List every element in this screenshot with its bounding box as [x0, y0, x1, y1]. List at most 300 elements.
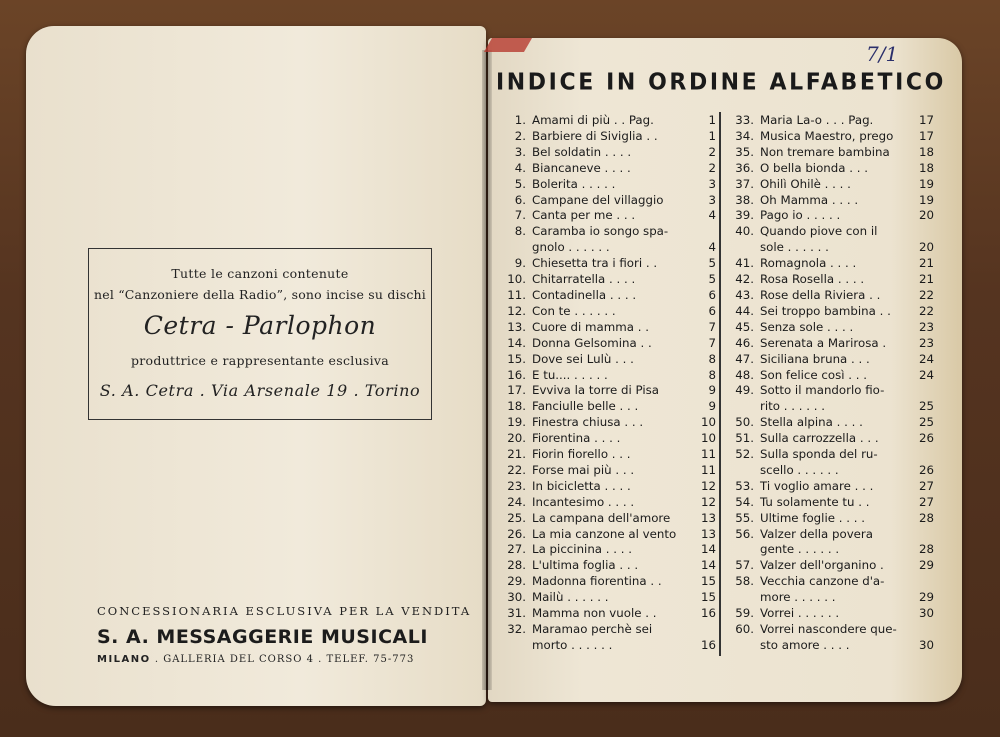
index-entry: [498, 288, 716, 304]
index-entry-title: morto . . . . . .: [532, 637, 613, 652]
index-entry-line: [726, 193, 934, 209]
index-entry: [498, 177, 716, 193]
index-entry-number: 49.: [735, 383, 754, 398]
index-entry: [498, 224, 716, 256]
index-entry-title: Sulla carrozzella . . .: [760, 431, 879, 446]
index-entry-title: Serenata a Marirosa .: [760, 335, 887, 350]
index-entry-line: [726, 447, 934, 463]
index-entry-number: 44.: [735, 303, 754, 318]
index-entry-number: 19.: [507, 415, 526, 430]
index-entry-title: gnolo . . . . . .: [532, 240, 610, 255]
index-entry-title: Maria La-o . . . Pag.: [760, 113, 874, 127]
index-entry-title: Finestra chiusa . . .: [532, 415, 644, 430]
index-entry-page: 18: [918, 144, 934, 159]
index-entry-title: Evviva la torre di Pisa: [532, 383, 660, 398]
index-entry-page: 27: [918, 494, 934, 509]
index-entry: [726, 145, 934, 161]
index-entry: [498, 622, 716, 654]
index-entry-number: 41.: [735, 256, 754, 271]
index-entry: [498, 495, 716, 511]
index-entry-line: [726, 590, 934, 606]
index-entry: [726, 606, 934, 622]
index-entry-title: Maramao perchè sei: [532, 622, 653, 636]
index-entry: [498, 304, 716, 320]
index-entry-title: E tu.... . . . . .: [532, 367, 608, 382]
index-entry: [498, 208, 716, 224]
index-entry-line: [498, 304, 716, 320]
index-entry-number: 53.: [735, 478, 754, 493]
index-entry: [498, 399, 716, 415]
index-entry-number: 55.: [735, 510, 754, 525]
index-entry-number: 56.: [735, 526, 754, 541]
index-entry-title: Quando piove con il: [760, 224, 878, 239]
index-entry-number: 8.: [514, 224, 526, 239]
index-entry-line: [726, 352, 934, 368]
distributor-address: [97, 654, 414, 665]
index-entry: [498, 511, 716, 527]
index-entry: [726, 193, 934, 209]
index-entry-title: Incantesimo . . . .: [532, 494, 635, 509]
index-entry-title: Donna Gelsomina . .: [532, 335, 652, 350]
index-entry-title: Sei troppo bambina . .: [760, 303, 891, 318]
index-entry-line: [498, 431, 716, 447]
index-entry-line: [498, 129, 716, 145]
index-entry-line: [726, 368, 934, 384]
index-entry-line: [498, 208, 716, 224]
index-entry: [726, 320, 934, 336]
index-column-left: [498, 113, 716, 654]
index-entry-page: 1: [708, 128, 716, 143]
index-entry-page: 14: [700, 542, 716, 557]
distributor-name: S. A. MESSAGGERIE MUSICALI: [97, 626, 428, 648]
index-entry-number: 37.: [735, 176, 754, 191]
index-entry-page: 25: [918, 399, 934, 414]
index-entry-page: 30: [918, 637, 934, 652]
index-entry-line: [726, 558, 934, 574]
index-entry-title: Rosa Rosella . . . .: [760, 272, 865, 287]
index-entry: [726, 511, 934, 527]
index-entry-page: 12: [700, 478, 716, 493]
index-entry: [726, 383, 934, 415]
index-entry-page: 11: [700, 462, 716, 477]
index-entry-page: 25: [918, 415, 934, 430]
index-entry-line: [726, 240, 934, 256]
index-entry: [726, 336, 934, 352]
index-entry-title: more . . . . . .: [760, 590, 836, 605]
index-entry-page: 3: [708, 192, 716, 207]
index-entry-line: [498, 542, 716, 558]
index-entry-number: 27.: [507, 542, 526, 557]
index-entry: [726, 129, 934, 145]
index-entry-title: Non tremare bambina: [760, 144, 890, 159]
index-entry-number: 23.: [507, 478, 526, 493]
index-entry-title: sto amore . . . .: [760, 637, 850, 652]
ad-brand: Cetra - Parlophon: [143, 311, 377, 340]
index-entry-line: [726, 542, 934, 558]
index-entry-title: Dove sei Lulù . . .: [532, 351, 634, 366]
index-entry-line: [498, 145, 716, 161]
index-entry-title: Campane del villaggio: [532, 192, 664, 207]
index-entry-number: 34.: [735, 128, 754, 143]
index-entry-title: rito . . . . . .: [760, 399, 825, 414]
index-entry: [726, 558, 934, 574]
index-entry-title: Contadinella . . . .: [532, 287, 637, 302]
index-entry-title: Stella alpina . . . .: [760, 415, 863, 430]
index-entry: [726, 208, 934, 224]
index-entry-title: Ohilì Ohilè . . . .: [760, 176, 851, 191]
index-entry-line: [726, 574, 934, 590]
index-entry: [498, 368, 716, 384]
index-entry-number: 22.: [507, 462, 526, 477]
index-entry: [726, 177, 934, 193]
index-entry-line: [726, 606, 934, 622]
index-entry: [498, 145, 716, 161]
index-entry-page: 23: [918, 335, 934, 350]
index-entry-number: 4.: [514, 160, 526, 175]
index-entry-title: Ti voglio amare . . .: [760, 478, 874, 493]
index-entry-number: 42.: [735, 272, 754, 287]
index-entry-title: Chitarratella . . . .: [532, 272, 636, 287]
index-entry-number: 57.: [735, 558, 754, 573]
index-entry-page: 15: [700, 574, 716, 589]
index-entry-title: Mailù . . . . . .: [532, 590, 609, 605]
index-entry-title: Forse mai più . . .: [532, 462, 635, 477]
index-entry: [498, 479, 716, 495]
index-entry-page: 20: [918, 240, 934, 255]
index-entry: [498, 463, 716, 479]
index-entry: [726, 527, 934, 559]
index-entry-title: Son felice così . . .: [760, 367, 868, 382]
ad-address: S. A. Cetra . Via Arsenale 19 . Torino: [99, 381, 421, 400]
index-entry-line: [498, 606, 716, 622]
index-entry-page: 24: [918, 367, 934, 382]
index-entry-number: 30.: [507, 590, 526, 605]
index-entry-page: 7: [708, 319, 716, 334]
index-entry-number: 2.: [514, 128, 526, 143]
index-entry-title: Rose della Riviera . .: [760, 287, 881, 302]
index-entry-page: 10: [700, 431, 716, 446]
index-entry-line: [498, 558, 716, 574]
column-divider: [719, 112, 721, 656]
index-entry-page: 27: [918, 478, 934, 493]
index-entry-title: Chiesetta tra i fiori . .: [532, 256, 658, 271]
index-entry-line: [498, 177, 716, 193]
index-entry-page: 8: [708, 367, 716, 382]
index-entry-title: sole . . . . . .: [760, 240, 829, 255]
index-entry-number: 20.: [507, 431, 526, 446]
index-entry-page: 29: [918, 558, 934, 573]
index-entry-page: 9: [708, 399, 716, 414]
index-entry-line: [726, 463, 934, 479]
index-entry-line: [726, 383, 934, 399]
index-entry-title: Mamma non vuole . .: [532, 606, 657, 621]
index-entry-title: La campana dell'amore: [532, 510, 671, 525]
index-entry-number: 29.: [507, 574, 526, 589]
index-entry-page: 13: [700, 526, 716, 541]
index-entry-line: [498, 352, 716, 368]
index-entry-number: 33.: [735, 113, 754, 127]
index-entry-title: Vorrei nascondere que-: [760, 622, 897, 636]
index-entry-number: 14.: [507, 335, 526, 350]
index-entry-page: 11: [700, 447, 716, 462]
index-entry-line: [498, 224, 716, 240]
distributor-heading: CONCESSIONARIA ESCLUSIVA PER LA VENDITA: [97, 604, 472, 618]
index-entry: [726, 574, 934, 606]
index-entry: [726, 415, 934, 431]
index-entry-page: 3: [708, 176, 716, 191]
index-entry-line: [498, 161, 716, 177]
index-entry-title: Vorrei . . . . . .: [760, 606, 840, 621]
index-entry: [726, 256, 934, 272]
index-entry: [726, 495, 934, 511]
index-entry-title: Siciliana bruna . . .: [760, 351, 870, 366]
index-entry-line: [498, 479, 716, 495]
index-entry-title: Senza sole . . . .: [760, 319, 854, 334]
index-entry-page: 28: [918, 510, 934, 525]
index-entry-page: 28: [918, 542, 934, 557]
index-entry-line: [498, 383, 716, 399]
index-entry-page: 30: [918, 606, 934, 621]
index-entry-page: 26: [918, 431, 934, 446]
index-entry: [726, 224, 934, 256]
index-entry-number: 7.: [514, 208, 526, 223]
index-entry: [726, 431, 934, 447]
index-entry-line: [726, 399, 934, 415]
index-entry-line: [726, 256, 934, 272]
index-entry-number: 13.: [507, 319, 526, 334]
ad-line-1: Tutte le canzoni contenute: [171, 266, 349, 281]
index-entry-line: [726, 161, 934, 177]
index-entry: [498, 256, 716, 272]
index-entry-title: La piccinina . . . .: [532, 542, 633, 557]
index-title: INDICE IN ORDINE ALFABETICO: [496, 69, 946, 96]
index-entry-number: 10.: [507, 272, 526, 287]
index-entry-title: Con te . . . . . .: [532, 303, 616, 318]
red-corner-mark: [484, 38, 532, 52]
index-entry-title: scello . . . . . .: [760, 462, 839, 477]
index-entry-line: [498, 193, 716, 209]
index-entry-title: Fanciulle belle . . .: [532, 399, 639, 414]
index-entry: [726, 447, 934, 479]
index-entry-number: 58.: [735, 574, 754, 589]
index-entry: [498, 542, 716, 558]
index-entry-line: [726, 622, 934, 638]
index-entry-title: Tu solamente tu . .: [760, 494, 870, 509]
index-entry-page: 29: [918, 590, 934, 605]
index-entry-line: [498, 399, 716, 415]
index-entry-number: 12.: [507, 303, 526, 318]
index-entry-title: Fiorin fiorello . . .: [532, 447, 631, 462]
index-entry-line: [726, 320, 934, 336]
index-entry-number: 32.: [507, 622, 526, 636]
index-entry-line: [498, 447, 716, 463]
index-entry-page: 26: [918, 462, 934, 477]
index-entry-page: 19: [918, 176, 934, 191]
index-entry-page: 12: [700, 494, 716, 509]
index-entry-page: 18: [918, 160, 934, 175]
index-entry-number: 26.: [507, 526, 526, 541]
index-entry-number: 1.: [514, 113, 526, 127]
index-entry-page: 14: [700, 558, 716, 573]
index-entry-page: 5: [708, 272, 716, 287]
index-entry: [726, 113, 934, 129]
index-entry-number: 3.: [514, 144, 526, 159]
index-column-right: [726, 113, 934, 654]
index-entry-page: 13: [700, 510, 716, 525]
index-entry-page: 22: [918, 287, 934, 302]
ad-line-3: produttrice e rappresentante esclusiva: [130, 353, 390, 368]
index-entry-page: 4: [708, 208, 716, 223]
book-binding: [482, 50, 492, 690]
index-entry-title: Biancaneve . . . .: [532, 160, 631, 175]
ad-line-2: nel “Canzoniere della Radio”, sono incise su dischi: [93, 287, 427, 302]
index-entry-number: 46.: [735, 335, 754, 350]
index-entry-line: [498, 288, 716, 304]
index-entry-page: 1: [708, 113, 716, 127]
index-entry-number: 28.: [507, 558, 526, 573]
index-entry-title: Amami di più . . Pag.: [532, 113, 654, 127]
index-entry-line: [498, 527, 716, 543]
index-entry-page: 16: [700, 606, 716, 621]
index-entry: [498, 415, 716, 431]
index-entry-title: Valzer dell'organino .: [760, 558, 884, 573]
index-entry: [498, 590, 716, 606]
index-entry-number: 5.: [514, 176, 526, 191]
index-entry-number: 18.: [507, 399, 526, 414]
index-entry-line: [498, 415, 716, 431]
index-entry-number: 35.: [735, 144, 754, 159]
index-entry: [726, 368, 934, 384]
index-entry-number: 9.: [514, 256, 526, 271]
index-entry-line: [726, 272, 934, 288]
index-entry-number: 59.: [735, 606, 754, 621]
index-entry-line: [726, 129, 934, 145]
index-entry-number: 48.: [735, 367, 754, 382]
index-entry-number: 15.: [507, 351, 526, 366]
index-entry-number: 11.: [507, 287, 526, 302]
index-entry-line: [726, 208, 934, 224]
index-entry-line: [498, 272, 716, 288]
index-entry-page: 16: [700, 637, 716, 652]
index-entry-title: Barbiere di Siviglia . .: [532, 128, 658, 143]
index-entry-title: Musica Maestro, prego: [760, 128, 894, 143]
index-entry-title: Fiorentina . . . .: [532, 431, 621, 446]
index-entry-page: 21: [918, 256, 934, 271]
index-entry: [498, 383, 716, 399]
index-entry-line: [498, 590, 716, 606]
index-entry-number: 60.: [735, 622, 754, 636]
index-entry: [498, 161, 716, 177]
index-entry-line: [726, 638, 934, 654]
index-entry: [498, 606, 716, 622]
index-entry-page: 24: [918, 351, 934, 366]
index-entry: [726, 479, 934, 495]
index-entry-page: 22: [918, 303, 934, 318]
index-entry-page: 17: [918, 128, 934, 143]
index-entry-number: 52.: [735, 447, 754, 462]
index-entry-title: Oh Mamma . . . .: [760, 192, 859, 207]
index-entry-title: L'ultima foglia . . .: [532, 558, 639, 573]
index-entry-number: 38.: [735, 192, 754, 207]
index-entry-line: [726, 113, 934, 129]
index-entry: [498, 527, 716, 543]
index-entry: [498, 336, 716, 352]
index-entry-number: 36.: [735, 160, 754, 175]
index-entry-page: 7: [708, 335, 716, 350]
index-entry-line: [726, 224, 934, 240]
index-entry-title: Valzer della povera: [760, 526, 874, 541]
index-entry-page: 15: [700, 590, 716, 605]
index-entry-page: 6: [708, 303, 716, 318]
index-entry-page: 21: [918, 272, 934, 287]
index-entry-number: 31.: [507, 606, 526, 621]
index-entry-number: 40.: [735, 224, 754, 239]
index-entry-title: Caramba io songo spa-: [532, 224, 669, 239]
index-entry-line: [498, 638, 716, 654]
index-entry-page: 10: [700, 415, 716, 430]
index-entry-number: 25.: [507, 510, 526, 525]
index-entry-page: 9: [708, 383, 716, 398]
index-entry-number: 6.: [514, 192, 526, 207]
index-entry-number: 45.: [735, 319, 754, 334]
index-entry-line: [726, 288, 934, 304]
index-entry-line: [726, 304, 934, 320]
index-entry: [498, 558, 716, 574]
index-entry-title: Vecchia canzone d'a-: [760, 574, 885, 589]
index-entry: [498, 129, 716, 145]
index-entry-line: [498, 622, 716, 638]
index-entry-line: [498, 336, 716, 352]
index-entry-title: La mia canzone al vento: [532, 526, 677, 541]
index-entry: [498, 320, 716, 336]
index-entry: [726, 272, 934, 288]
index-entry-number: 17.: [507, 383, 526, 398]
index-entry-line: [498, 368, 716, 384]
index-entry-page: 4: [708, 240, 716, 255]
index-entry-page: 19: [918, 192, 934, 207]
index-entry-line: [498, 113, 716, 129]
index-entry: [726, 161, 934, 177]
index-entry-page: 17: [918, 113, 934, 127]
index-entry-page: 20: [918, 208, 934, 223]
index-entry-title: Ultime foglie . . . .: [760, 510, 865, 525]
index-entry: [726, 304, 934, 320]
index-entry-title: gente . . . . . .: [760, 542, 840, 557]
index-entry: [726, 288, 934, 304]
index-entry-page: 2: [708, 144, 716, 159]
index-entry-number: 50.: [735, 415, 754, 430]
index-entry-line: [726, 415, 934, 431]
index-entry-title: Romagnola . . . .: [760, 256, 857, 271]
index-entry: [498, 272, 716, 288]
index-entry-page: 6: [708, 287, 716, 302]
index-entry-number: 39.: [735, 208, 754, 223]
index-entry-line: [498, 256, 716, 272]
index-entry: [726, 352, 934, 368]
index-entry-number: 16.: [507, 367, 526, 382]
index-entry-line: [726, 495, 934, 511]
index-entry-number: 24.: [507, 494, 526, 509]
index-entry-line: [726, 431, 934, 447]
index-entry-line: [498, 320, 716, 336]
index-entry-line: [726, 145, 934, 161]
index-entry-page: 23: [918, 319, 934, 334]
handwritten-note: 7/1: [866, 42, 899, 66]
index-entry-number: 21.: [507, 447, 526, 462]
index-entry: [498, 352, 716, 368]
index-entry-line: [726, 177, 934, 193]
index-entry-line: [498, 495, 716, 511]
